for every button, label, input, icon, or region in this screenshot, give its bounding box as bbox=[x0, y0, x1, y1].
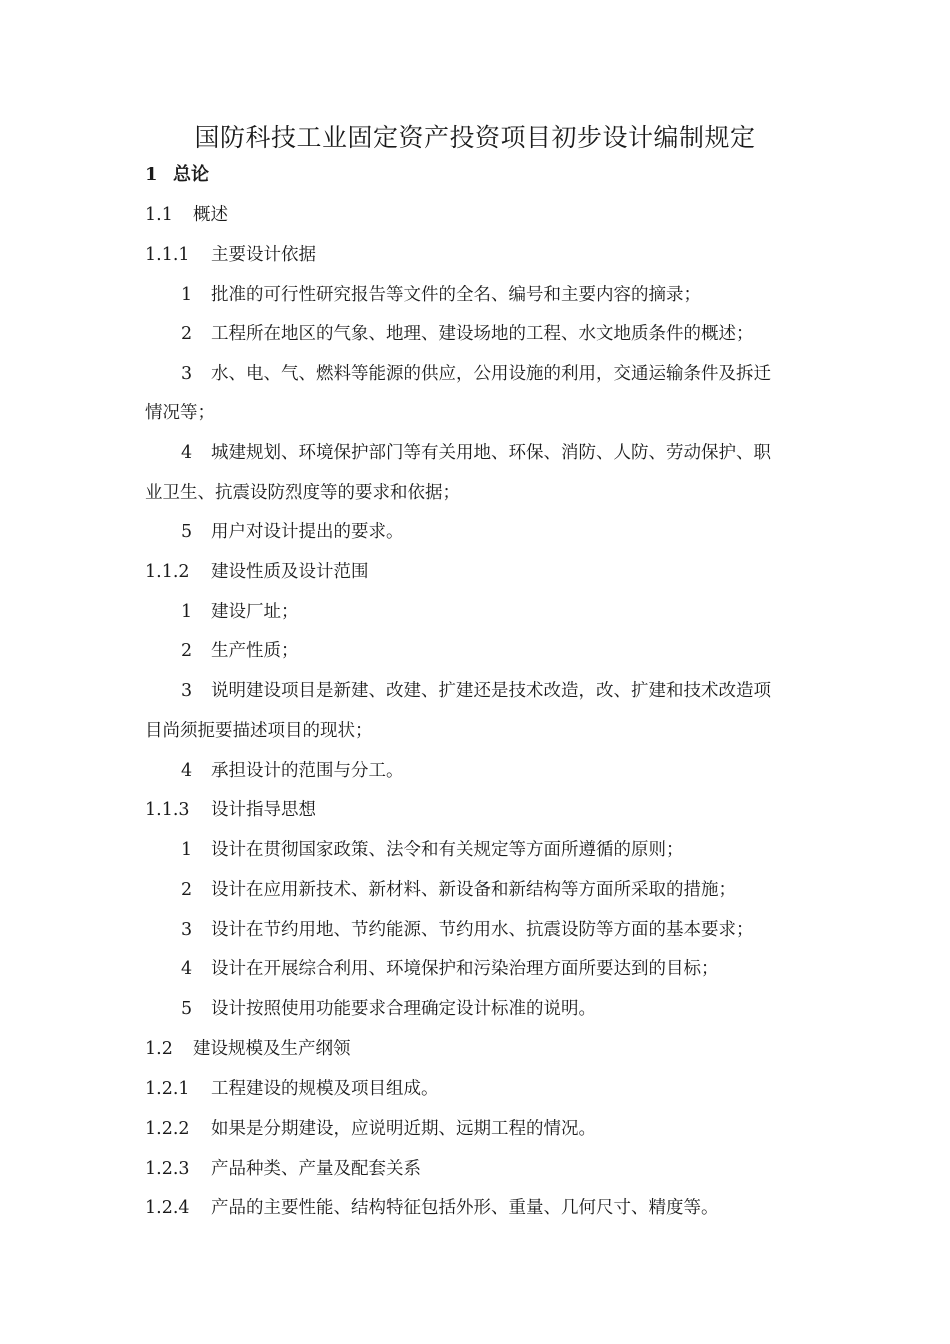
subsection-number: 1.1.3 bbox=[145, 800, 190, 820]
section-heading bbox=[145, 1037, 351, 1061]
list-item bbox=[181, 520, 404, 544]
list-item bbox=[181, 283, 701, 307]
list-item bbox=[181, 838, 684, 862]
item-number: 3 bbox=[181, 920, 193, 940]
item-number: 3 bbox=[181, 364, 193, 384]
subsection-heading bbox=[145, 560, 369, 584]
list-item bbox=[181, 322, 754, 346]
item-text: 建设厂址； bbox=[211, 602, 299, 622]
item-text: 说明建设项目是新建、改建、扩建还是技术改造，改、扩建和技术改造项 bbox=[211, 681, 771, 701]
subsection-title: 设计指导思想 bbox=[211, 800, 316, 820]
list-item bbox=[181, 639, 299, 663]
item-continuation: 情况等； bbox=[145, 403, 215, 423]
chapter-title: 总论 bbox=[173, 164, 209, 185]
subsection-number: 1.2.3 bbox=[145, 1159, 190, 1179]
list-item bbox=[181, 600, 299, 624]
subsection-number: 1.2.2 bbox=[145, 1119, 190, 1139]
item-text: 批准的可行性研究报告等文件的全名、编号和主要内容的摘录； bbox=[211, 285, 701, 305]
item-number: 2 bbox=[181, 324, 193, 344]
subsection-heading bbox=[145, 1196, 719, 1220]
item-number: 4 bbox=[181, 761, 193, 781]
section-title: 建设规模及生产纲领 bbox=[193, 1039, 351, 1059]
subsection-title: 工程建设的规模及项目组成。 bbox=[211, 1079, 439, 1099]
subsection-heading bbox=[145, 1117, 596, 1141]
item-continuation: 业卫生、抗震设防烈度等的要求和依据； bbox=[145, 483, 460, 503]
item-continuation: 目尚须扼要描述项目的现状； bbox=[145, 721, 373, 741]
section-title: 概述 bbox=[193, 205, 228, 225]
item-text: 设计按照使用功能要求合理确定设计标准的说明。 bbox=[211, 999, 596, 1019]
subsection-title: 如果是分期建设，应说明近期、远期工程的情况。 bbox=[211, 1119, 596, 1139]
subsection-title: 主要设计依据 bbox=[211, 245, 316, 265]
item-text: 生产性质； bbox=[211, 641, 299, 661]
subsection-title: 产品种类、产量及配套关系 bbox=[211, 1159, 421, 1179]
item-number: 2 bbox=[181, 880, 193, 900]
subsection-title: 产品的主要性能、结构特征包括外形、重量、几何尺寸、精度等。 bbox=[211, 1198, 719, 1218]
subsection-number: 1.1.2 bbox=[145, 562, 190, 582]
item-number: 1 bbox=[181, 602, 193, 622]
item-number: 1 bbox=[181, 285, 193, 305]
item-text: 设计在开展综合利用、环境保护和污染治理方面所要达到的目标； bbox=[211, 959, 719, 979]
list-item bbox=[181, 441, 771, 465]
item-text: 水、电、气、燃料等能源的供应，公用设施的利用，交通运输条件及拆迁 bbox=[211, 364, 771, 384]
subsection-title: 建设性质及设计范围 bbox=[211, 562, 369, 582]
item-text: 设计在贯彻国家政策、法令和有关规定等方面所遵循的原则； bbox=[211, 840, 684, 860]
item-number: 3 bbox=[181, 681, 193, 701]
item-text: 城建规划、环境保护部门等有关用地、环保、消防、人防、劳动保护、职 bbox=[211, 443, 771, 463]
item-text: 工程所在地区的气象、地理、建设场地的工程、水文地质条件的概述； bbox=[211, 324, 754, 344]
subsection-number: 1.1.1 bbox=[145, 245, 190, 265]
chapter-heading bbox=[145, 163, 209, 187]
subsection-heading bbox=[145, 243, 316, 267]
subsection-heading bbox=[145, 798, 316, 822]
section-number: 1.1 bbox=[145, 205, 173, 225]
list-item bbox=[181, 918, 754, 942]
list-item bbox=[181, 878, 736, 902]
document-title: 国防科技工业固定资产投资项目初步设计编制规定 bbox=[194, 123, 756, 152]
chapter-number: 1 bbox=[145, 164, 158, 185]
item-number: 2 bbox=[181, 641, 193, 661]
item-text: 用户对设计提出的要求。 bbox=[211, 522, 404, 542]
list-item bbox=[181, 679, 771, 703]
list-item bbox=[181, 759, 404, 783]
section-number: 1.2 bbox=[145, 1039, 173, 1059]
list-item bbox=[181, 957, 719, 981]
item-number: 5 bbox=[181, 522, 193, 542]
item-text: 设计在节约用地、节约能源、节约用水、抗震设防等方面的基本要求； bbox=[211, 920, 754, 940]
subsection-heading bbox=[145, 1077, 439, 1101]
subsection-number: 1.2.4 bbox=[145, 1198, 190, 1218]
item-text: 承担设计的范围与分工。 bbox=[211, 761, 404, 781]
item-number: 4 bbox=[181, 443, 193, 463]
item-number: 5 bbox=[181, 999, 193, 1019]
item-text: 设计在应用新技术、新材料、新设备和新结构等方面所采取的措施； bbox=[211, 880, 736, 900]
section-heading bbox=[145, 203, 228, 227]
subsection-heading bbox=[145, 1157, 421, 1181]
item-number: 1 bbox=[181, 840, 193, 860]
list-item bbox=[181, 362, 771, 386]
item-number: 4 bbox=[181, 959, 193, 979]
list-item bbox=[181, 997, 596, 1021]
subsection-number: 1.2.1 bbox=[145, 1079, 190, 1099]
